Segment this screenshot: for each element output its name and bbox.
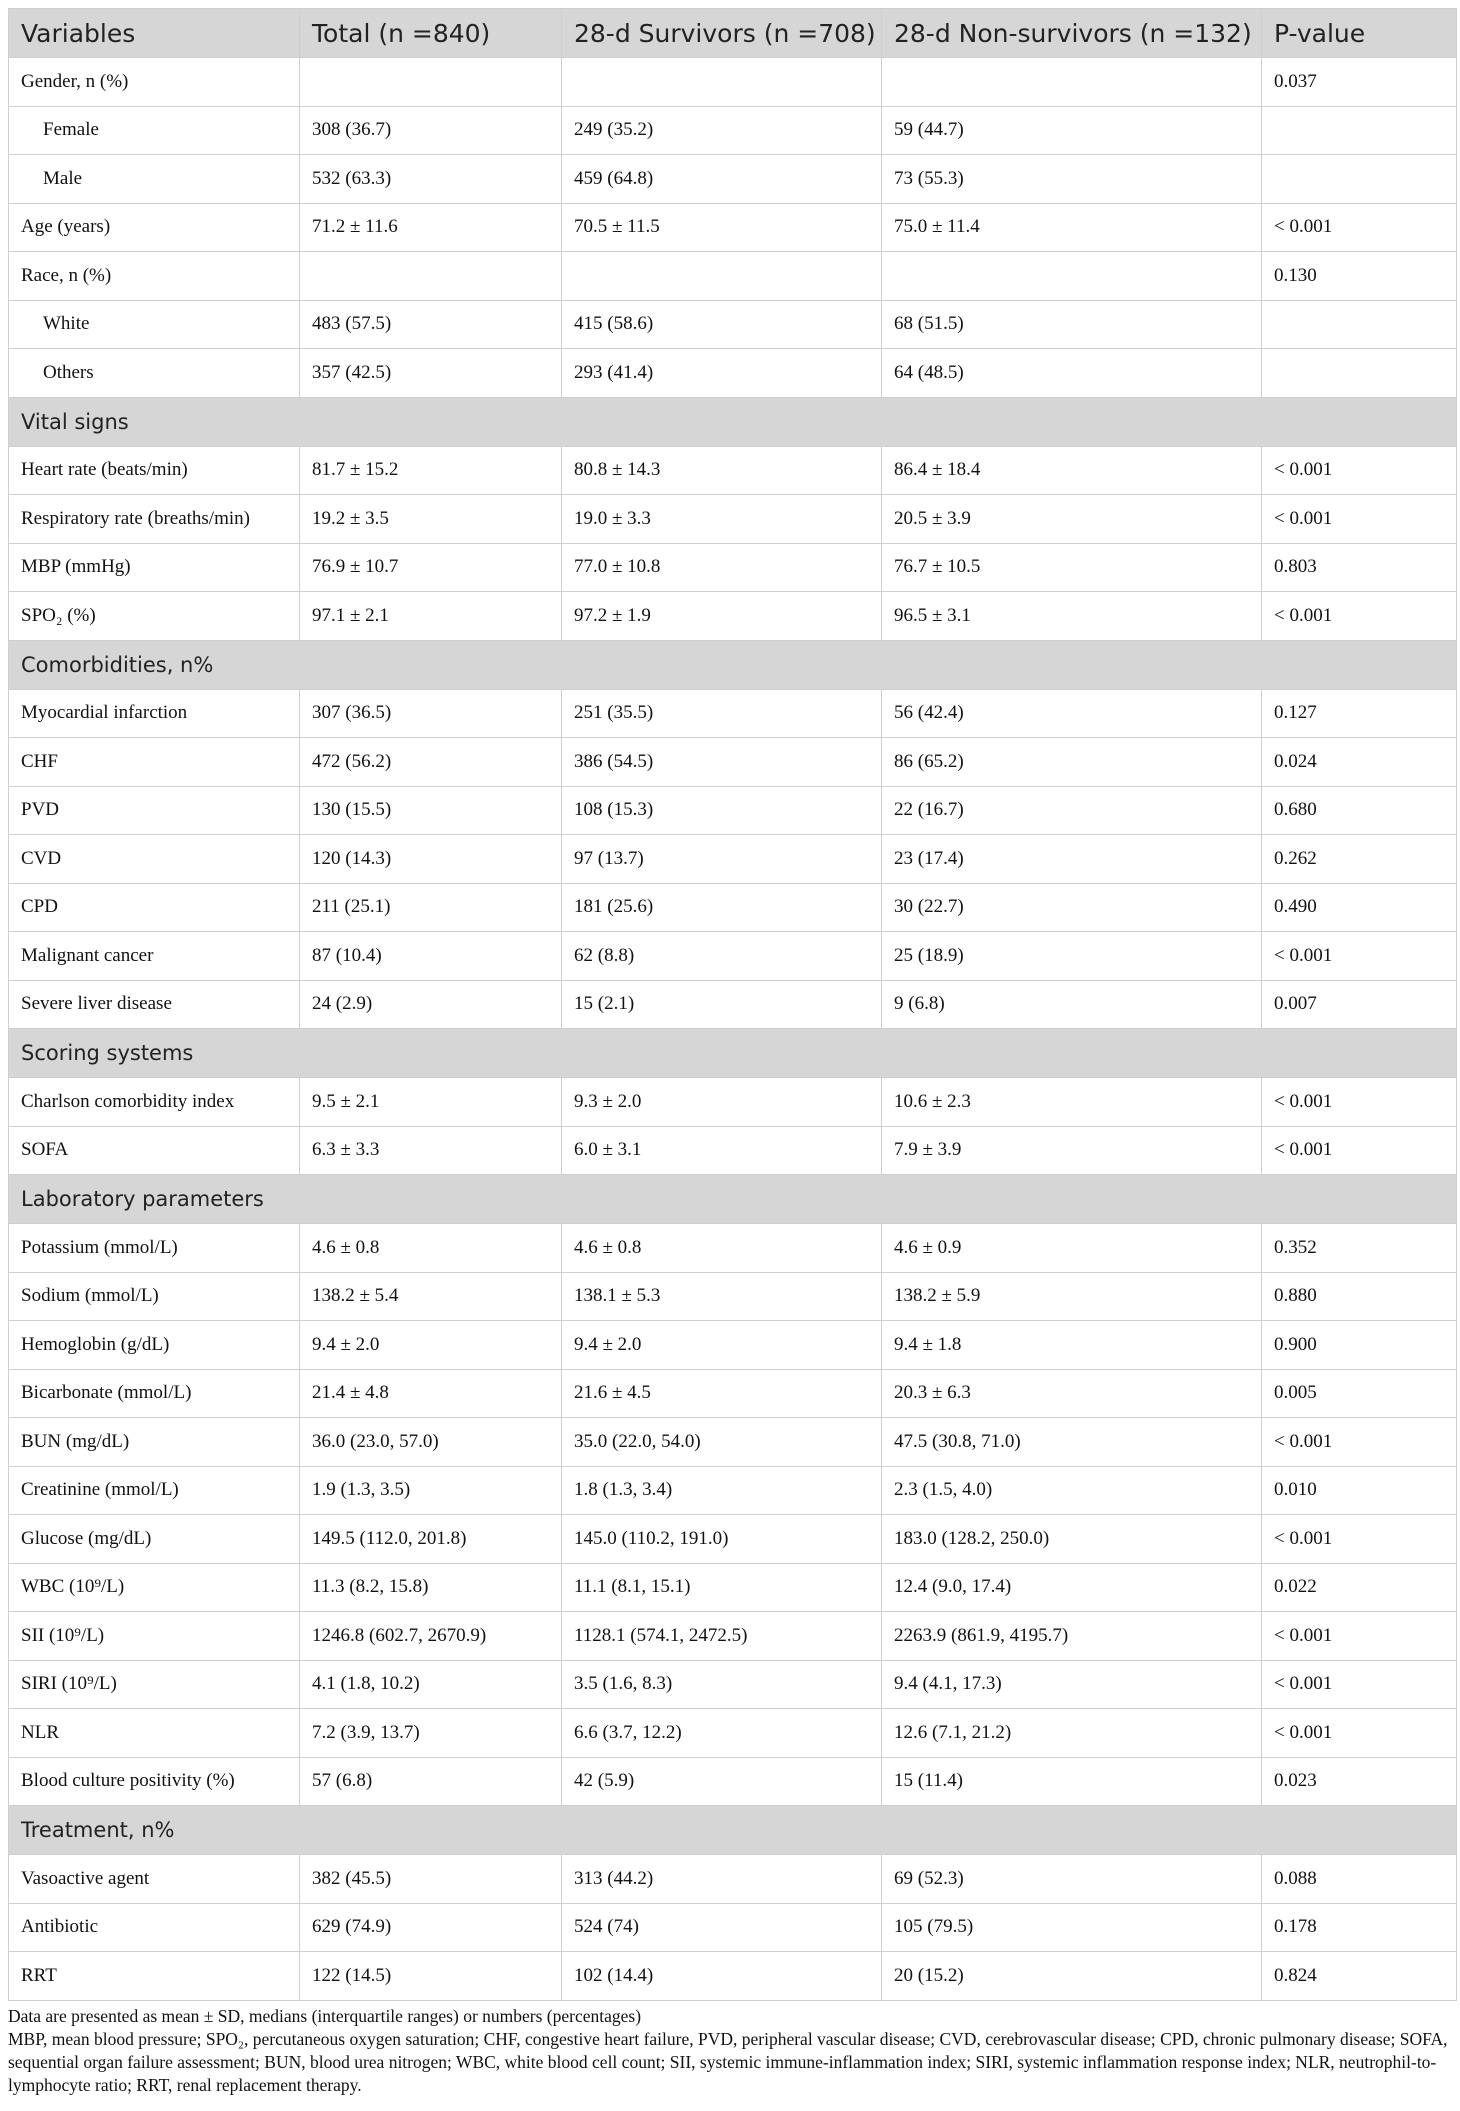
cell-p-value: 0.880 [1262, 1272, 1457, 1321]
cell-total: 81.7 ± 15.2 [300, 446, 562, 495]
cell-total: 483 (57.5) [300, 300, 562, 349]
cell-p-value: < 0.001 [1262, 1078, 1457, 1127]
row-label: Charlson comorbidity index [9, 1078, 300, 1127]
cell-p-value: < 0.001 [1262, 495, 1457, 544]
row-label: WBC (10⁹/L) [9, 1563, 300, 1612]
cell-non-survivors: 20.3 ± 6.3 [882, 1369, 1262, 1418]
cell-non-survivors: 9.4 ± 1.8 [882, 1321, 1262, 1370]
cell-p-value: 0.024 [1262, 738, 1457, 787]
cell-survivors: 251 (35.5) [562, 689, 882, 738]
cell-survivors: 62 (8.8) [562, 932, 882, 981]
cell-non-survivors: 7.9 ± 3.9 [882, 1126, 1262, 1175]
cell-non-survivors: 22 (16.7) [882, 786, 1262, 835]
cell-non-survivors: 183.0 (128.2, 250.0) [882, 1515, 1262, 1564]
cell-total: 629 (74.9) [300, 1903, 562, 1952]
cell-total: 4.1 (1.8, 10.2) [300, 1660, 562, 1709]
cell-non-survivors: 20 (15.2) [882, 1952, 1262, 2001]
table-row [9, 1369, 1457, 1418]
cell-total: 57 (6.8) [300, 1757, 562, 1806]
cell-survivors: 138.1 ± 5.3 [562, 1272, 882, 1321]
cell-non-survivors: 56 (42.4) [882, 689, 1262, 738]
header-p-value: P-value [1262, 9, 1457, 58]
row-label: White [9, 300, 300, 349]
cell-total: 9.5 ± 2.1 [300, 1078, 562, 1127]
table-row [9, 300, 1457, 349]
cell-non-survivors: 2.3 (1.5, 4.0) [882, 1466, 1262, 1515]
cell-survivors: 35.0 (22.0, 54.0) [562, 1418, 882, 1467]
row-label: SIRI (10⁹/L) [9, 1660, 300, 1709]
row-label: Creatinine (mmol/L) [9, 1466, 300, 1515]
table-row [9, 592, 1457, 641]
cell-total: 122 (14.5) [300, 1952, 562, 2001]
cell-p-value [1262, 106, 1457, 155]
table-container [8, 8, 1456, 2097]
baseline-characteristics-table [8, 8, 1457, 2001]
table-row [9, 883, 1457, 932]
cell-total: 76.9 ± 10.7 [300, 543, 562, 592]
cell-p-value: 0.023 [1262, 1757, 1457, 1806]
table-row [9, 835, 1457, 884]
table-row [9, 738, 1457, 787]
row-label: CVD [9, 835, 300, 884]
section-title: Treatment, n% [9, 1806, 1457, 1855]
cell-survivors: 80.8 ± 14.3 [562, 446, 882, 495]
row-label: Glucose (mg/dL) [9, 1515, 300, 1564]
table-row [9, 1078, 1457, 1127]
cell-survivors [562, 252, 882, 301]
cell-non-survivors: 20.5 ± 3.9 [882, 495, 1262, 544]
cell-survivors: 386 (54.5) [562, 738, 882, 787]
cell-non-survivors: 73 (55.3) [882, 155, 1262, 204]
cell-non-survivors: 30 (22.7) [882, 883, 1262, 932]
section-row [9, 397, 1457, 446]
cell-total: 307 (36.5) [300, 689, 562, 738]
table-row [9, 1466, 1457, 1515]
cell-p-value: 0.262 [1262, 835, 1457, 884]
cell-p-value: 0.010 [1262, 1466, 1457, 1515]
section-title: Scoring systems [9, 1029, 1457, 1078]
cell-total: 36.0 (23.0, 57.0) [300, 1418, 562, 1467]
table-row [9, 1563, 1457, 1612]
cell-non-survivors: 10.6 ± 2.3 [882, 1078, 1262, 1127]
cell-survivors: 313 (44.2) [562, 1855, 882, 1904]
header-non-survivors: 28-d Non-survivors (n =132) [882, 9, 1262, 58]
cell-survivors: 415 (58.6) [562, 300, 882, 349]
cell-total [300, 58, 562, 107]
cell-p-value: 0.352 [1262, 1224, 1457, 1273]
section-title: Vital signs [9, 397, 1457, 446]
cell-non-survivors: 86 (65.2) [882, 738, 1262, 787]
cell-p-value: < 0.001 [1262, 203, 1457, 252]
cell-total: 11.3 (8.2, 15.8) [300, 1563, 562, 1612]
row-label: Bicarbonate (mmol/L) [9, 1369, 300, 1418]
cell-non-survivors: 23 (17.4) [882, 835, 1262, 884]
table-row [9, 980, 1457, 1029]
cell-non-survivors: 59 (44.7) [882, 106, 1262, 155]
cell-p-value: < 0.001 [1262, 1612, 1457, 1661]
row-label: Potassium (mmol/L) [9, 1224, 300, 1273]
row-label: SII (10⁹/L) [9, 1612, 300, 1661]
row-label: Antibiotic [9, 1903, 300, 1952]
cell-non-survivors: 69 (52.3) [882, 1855, 1262, 1904]
cell-survivors: 293 (41.4) [562, 349, 882, 398]
footnote-data-format: Data are presented as mean ± SD, medians (interquartile ranges) or numbers (percentages) [8, 2005, 642, 2026]
table-row [9, 203, 1457, 252]
cell-survivors: 108 (15.3) [562, 786, 882, 835]
cell-survivors: 3.5 (1.6, 8.3) [562, 1660, 882, 1709]
cell-non-survivors: 12.6 (7.1, 21.2) [882, 1709, 1262, 1758]
cell-total: 472 (56.2) [300, 738, 562, 787]
cell-survivors: 42 (5.9) [562, 1757, 882, 1806]
table-row [9, 1515, 1457, 1564]
cell-survivors: 19.0 ± 3.3 [562, 495, 882, 544]
row-label: Age (years) [9, 203, 300, 252]
row-label: Severe liver disease [9, 980, 300, 1029]
table-row [9, 252, 1457, 301]
cell-survivors: 6.6 (3.7, 12.2) [562, 1709, 882, 1758]
table-row [9, 495, 1457, 544]
cell-total: 9.4 ± 2.0 [300, 1321, 562, 1370]
cell-survivors: 181 (25.6) [562, 883, 882, 932]
table-row [9, 1224, 1457, 1273]
cell-total: 6.3 ± 3.3 [300, 1126, 562, 1175]
cell-total: 21.4 ± 4.8 [300, 1369, 562, 1418]
table-row [9, 349, 1457, 398]
cell-survivors: 1128.1 (574.1, 2472.5) [562, 1612, 882, 1661]
row-label: Female [9, 106, 300, 155]
cell-p-value: 0.490 [1262, 883, 1457, 932]
cell-survivors: 1.8 (1.3, 3.4) [562, 1466, 882, 1515]
cell-total: 24 (2.9) [300, 980, 562, 1029]
table-row [9, 932, 1457, 981]
row-label: Sodium (mmol/L) [9, 1272, 300, 1321]
cell-non-survivors: 47.5 (30.8, 71.0) [882, 1418, 1262, 1467]
cell-p-value: < 0.001 [1262, 1660, 1457, 1709]
cell-non-survivors: 105 (79.5) [882, 1903, 1262, 1952]
cell-survivors: 102 (14.4) [562, 1952, 882, 2001]
row-label: Respiratory rate (breaths/min) [9, 495, 300, 544]
footnote-abbreviations: MBP, mean blood pressure; SPO₂, percutaneous oxygen saturation; CHF, congestive heart failure, PVD, peripheral vascular disease; CVD, cerebrovascular disease; CPD, chronic pulmonary disease; SOFA, sequential organ failure assessment; BUN, blood urea nitrogen; WBC, white blood cell count; SII, systemic immune-inflammation index; SIRI, systemic inflammation response index; NLR, neutrophil-to-lymphocyte ratio; RRT, renal replacement therapy. [8, 2028, 1448, 2095]
section-row [9, 1175, 1457, 1224]
table-row [9, 1660, 1457, 1709]
cell-p-value: 0.007 [1262, 980, 1457, 1029]
row-label: CPD [9, 883, 300, 932]
table-row [9, 1952, 1457, 2001]
cell-non-survivors: 12.4 (9.0, 17.4) [882, 1563, 1262, 1612]
table-row [9, 1903, 1457, 1952]
cell-non-survivors: 86.4 ± 18.4 [882, 446, 1262, 495]
table-row [9, 1418, 1457, 1467]
cell-p-value: 0.900 [1262, 1321, 1457, 1370]
section-row [9, 640, 1457, 689]
cell-non-survivors [882, 58, 1262, 107]
cell-survivors: 249 (35.2) [562, 106, 882, 155]
cell-p-value: 0.037 [1262, 58, 1457, 107]
table-row [9, 1126, 1457, 1175]
section-title: Comorbidities, n% [9, 640, 1457, 689]
row-label: Heart rate (beats/min) [9, 446, 300, 495]
cell-p-value: < 0.001 [1262, 932, 1457, 981]
cell-survivors: 21.6 ± 4.5 [562, 1369, 882, 1418]
cell-non-survivors: 25 (18.9) [882, 932, 1262, 981]
cell-total: 211 (25.1) [300, 883, 562, 932]
cell-survivors: 145.0 (110.2, 191.0) [562, 1515, 882, 1564]
cell-non-survivors: 15 (11.4) [882, 1757, 1262, 1806]
row-label: Vasoactive agent [9, 1855, 300, 1904]
table-footnotes [8, 2005, 1448, 2097]
cell-total: 120 (14.3) [300, 835, 562, 884]
cell-p-value: 0.178 [1262, 1903, 1457, 1952]
cell-p-value: < 0.001 [1262, 1418, 1457, 1467]
cell-total: 7.2 (3.9, 13.7) [300, 1709, 562, 1758]
cell-non-survivors: 9.4 (4.1, 17.3) [882, 1660, 1262, 1709]
row-label: SOFA [9, 1126, 300, 1175]
table-row [9, 1709, 1457, 1758]
cell-total: 382 (45.5) [300, 1855, 562, 1904]
section-row [9, 1029, 1457, 1078]
cell-total: 19.2 ± 3.5 [300, 495, 562, 544]
cell-non-survivors: 96.5 ± 3.1 [882, 592, 1262, 641]
cell-non-survivors: 9 (6.8) [882, 980, 1262, 1029]
cell-p-value [1262, 349, 1457, 398]
row-label: MBP (mmHg) [9, 543, 300, 592]
cell-total: 357 (42.5) [300, 349, 562, 398]
cell-total: 1.9 (1.3, 3.5) [300, 1466, 562, 1515]
cell-total [300, 252, 562, 301]
cell-p-value: 0.127 [1262, 689, 1457, 738]
cell-survivors [562, 58, 882, 107]
cell-p-value [1262, 300, 1457, 349]
row-label: Malignant cancer [9, 932, 300, 981]
cell-survivors: 15 (2.1) [562, 980, 882, 1029]
cell-non-survivors: 138.2 ± 5.9 [882, 1272, 1262, 1321]
row-label: CHF [9, 738, 300, 787]
cell-survivors: 459 (64.8) [562, 155, 882, 204]
cell-p-value: < 0.001 [1262, 592, 1457, 641]
cell-total: 532 (63.3) [300, 155, 562, 204]
table-row [9, 689, 1457, 738]
row-label: Myocardial infarction [9, 689, 300, 738]
cell-p-value: 0.022 [1262, 1563, 1457, 1612]
cell-p-value: 0.088 [1262, 1855, 1457, 1904]
row-label: BUN (mg/dL) [9, 1418, 300, 1467]
table-row [9, 1855, 1457, 1904]
cell-p-value [1262, 155, 1457, 204]
section-title: Laboratory parameters [9, 1175, 1457, 1224]
table-body [9, 58, 1457, 2001]
table-row [9, 155, 1457, 204]
cell-p-value: 0.824 [1262, 1952, 1457, 2001]
cell-survivors: 97.2 ± 1.9 [562, 592, 882, 641]
cell-p-value: < 0.001 [1262, 1709, 1457, 1758]
row-label: Gender, n (%) [9, 58, 300, 107]
cell-survivors: 9.4 ± 2.0 [562, 1321, 882, 1370]
cell-total: 97.1 ± 2.1 [300, 592, 562, 641]
header-row [9, 9, 1457, 58]
cell-total: 71.2 ± 11.6 [300, 203, 562, 252]
row-label: Race, n (%) [9, 252, 300, 301]
row-label: Male [9, 155, 300, 204]
table-row [9, 58, 1457, 107]
cell-non-survivors: 68 (51.5) [882, 300, 1262, 349]
cell-total: 1246.8 (602.7, 2670.9) [300, 1612, 562, 1661]
row-label: Others [9, 349, 300, 398]
cell-total: 4.6 ± 0.8 [300, 1224, 562, 1273]
cell-p-value: 0.680 [1262, 786, 1457, 835]
table-row [9, 786, 1457, 835]
row-label: NLR [9, 1709, 300, 1758]
header-variables: Variables [9, 9, 300, 58]
cell-survivors: 70.5 ± 11.5 [562, 203, 882, 252]
row-label: Blood culture positivity (%) [9, 1757, 300, 1806]
cell-survivors: 4.6 ± 0.8 [562, 1224, 882, 1273]
cell-p-value: 0.803 [1262, 543, 1457, 592]
table-row [9, 1272, 1457, 1321]
cell-survivors: 524 (74) [562, 1903, 882, 1952]
cell-non-survivors: 75.0 ± 11.4 [882, 203, 1262, 252]
row-label: SPO₂ (%) [9, 592, 300, 641]
cell-total: 308 (36.7) [300, 106, 562, 155]
table-row [9, 1612, 1457, 1661]
cell-survivors: 77.0 ± 10.8 [562, 543, 882, 592]
header-survivors: 28-d Survivors (n =708) [562, 9, 882, 58]
table-row [9, 543, 1457, 592]
cell-non-survivors: 64 (48.5) [882, 349, 1262, 398]
table-row [9, 446, 1457, 495]
cell-total: 149.5 (112.0, 201.8) [300, 1515, 562, 1564]
cell-p-value: < 0.001 [1262, 1515, 1457, 1564]
cell-survivors: 11.1 (8.1, 15.1) [562, 1563, 882, 1612]
row-label: Hemoglobin (g/dL) [9, 1321, 300, 1370]
cell-non-survivors: 76.7 ± 10.5 [882, 543, 1262, 592]
cell-non-survivors: 2263.9 (861.9, 4195.7) [882, 1612, 1262, 1661]
row-label: RRT [9, 1952, 300, 2001]
cell-non-survivors: 4.6 ± 0.9 [882, 1224, 1262, 1273]
header-total: Total (n =840) [300, 9, 562, 58]
cell-p-value: < 0.001 [1262, 1126, 1457, 1175]
cell-p-value: 0.005 [1262, 1369, 1457, 1418]
section-row [9, 1806, 1457, 1855]
cell-survivors: 9.3 ± 2.0 [562, 1078, 882, 1127]
table-row [9, 1757, 1457, 1806]
cell-survivors: 6.0 ± 3.1 [562, 1126, 882, 1175]
cell-total: 87 (10.4) [300, 932, 562, 981]
cell-p-value: < 0.001 [1262, 446, 1457, 495]
table-row [9, 1321, 1457, 1370]
cell-p-value: 0.130 [1262, 252, 1457, 301]
cell-survivors: 97 (13.7) [562, 835, 882, 884]
cell-non-survivors [882, 252, 1262, 301]
row-label: PVD [9, 786, 300, 835]
cell-total: 138.2 ± 5.4 [300, 1272, 562, 1321]
cell-total: 130 (15.5) [300, 786, 562, 835]
table-row [9, 106, 1457, 155]
